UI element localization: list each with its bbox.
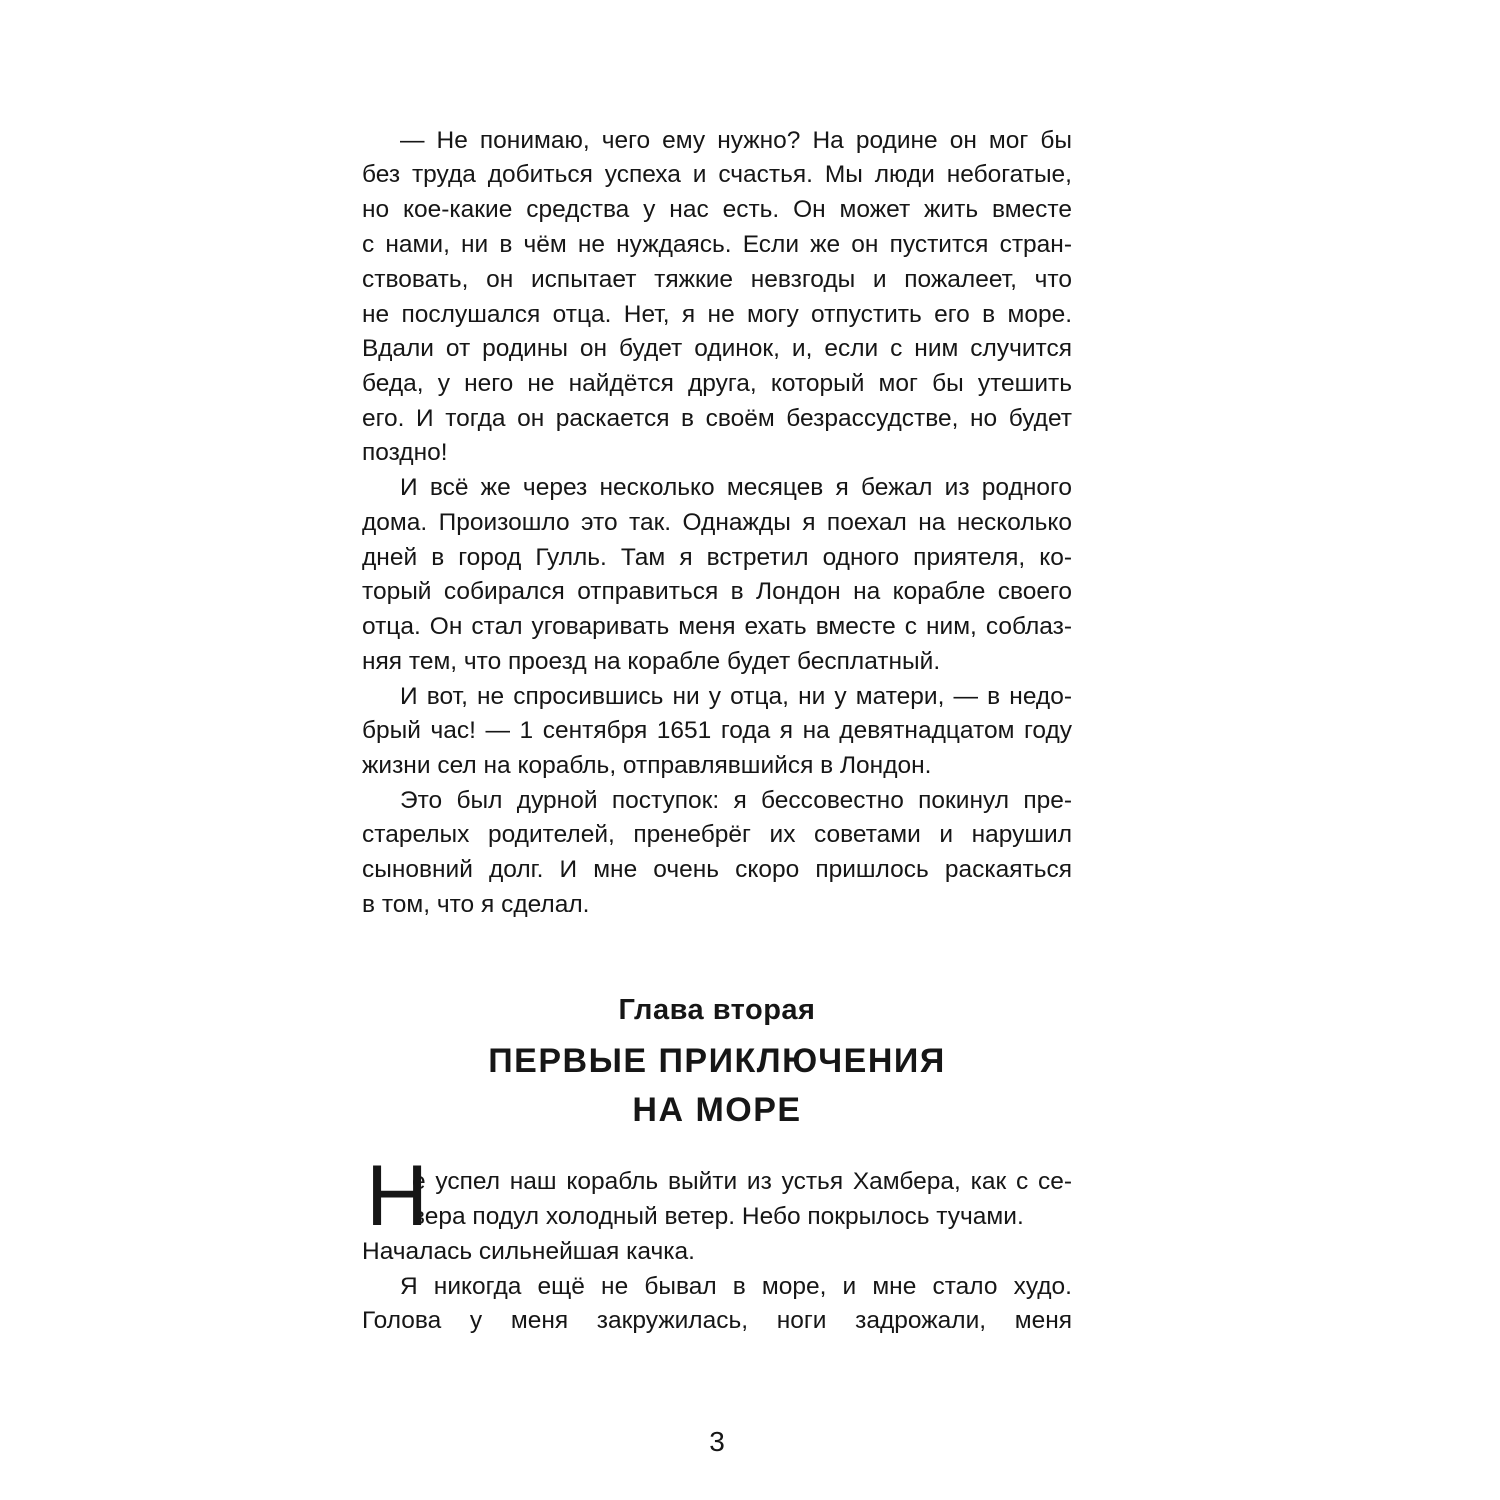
text-line: Голова у меня закружилась, ноги задрожали, меня (362, 1307, 1072, 1334)
text-line: Началась сильнейшая качка. (362, 1238, 695, 1265)
text-line: не послушался отца. Нет, я не могу отпустить его в море. (362, 301, 1072, 328)
text-line: с нами, ни в чём не нуждаясь. Если же он пустится стран- (362, 231, 1072, 258)
text-line: Я никогда ещё не бывал в море, и мне стало худо. (400, 1273, 1072, 1300)
drop-cap: Н (366, 1148, 429, 1244)
text-line: сыновний долг. И мне очень скоро пришлось раскаяться (362, 856, 1072, 883)
text-line: в том, что я сделал. (362, 891, 590, 918)
text-line: без труда добиться успеха и счастья. Мы люди небогатые, (362, 161, 1072, 188)
chapter-title: ПЕРВЫЕ ПРИКЛЮЧЕНИЯ (488, 1042, 946, 1080)
text-line: но кое-какие средства у нас есть. Он может жить вместе (362, 196, 1072, 223)
text-line: Это был дурной поступок: я бессовестно покинул пре- (400, 787, 1072, 814)
text-line: отца. Он стал уговаривать меня ехать вместе с ним, соблаз- (362, 613, 1072, 640)
text-line: жизни сел на корабль, отправлявшийся в Лондон. (362, 752, 932, 779)
text-line: брый час! — 1 сентября 1651 года я на девятнадцатом году (362, 717, 1072, 744)
chapter-label: Глава вторая (618, 994, 816, 1026)
text-line: старелых родителей, пренебрёг их советами и нарушил (362, 821, 1072, 848)
text-line: беда, у него не найдётся друга, который мог бы утешить (362, 370, 1072, 397)
text-line: — Не понимаю, чего ему нужно? На родине он мог бы (400, 127, 1072, 154)
text-line: дней в город Гулль. Там я встретил одного приятеля, ко- (362, 544, 1072, 571)
page-number: 3 (709, 1426, 725, 1457)
text-line: И всё же через несколько месяцев я бежал из родного (400, 474, 1072, 501)
text-line: ствовать, он испытает тяжкие невзгоды и пожалеет, что (362, 266, 1072, 293)
text-line: е успел наш корабль выйти из устья Хамбера, как с се- (412, 1168, 1072, 1195)
text-line: поздно! (362, 439, 448, 466)
text-line: Вдали от родины он будет одинок, и, если с ним случится (362, 335, 1072, 362)
text-line: вера подул холодный ветер. Небо покрылось тучами. (412, 1203, 1024, 1230)
text-line: его. И тогда он раскается в своём безрассудстве, но будет (362, 405, 1072, 432)
text-line: няя тем, что проезд на корабле будет бесплатный. (362, 648, 941, 675)
text-line: И вот, не спросившись ни у отца, ни у матери, — в недо- (400, 683, 1072, 710)
chapter-title: НА МОРЕ (632, 1091, 802, 1129)
text-line: торый собирался отправиться в Лондон на корабле своего (362, 578, 1072, 605)
text-line: дома. Произошло это так. Однажды я поехал на несколько (362, 509, 1072, 536)
